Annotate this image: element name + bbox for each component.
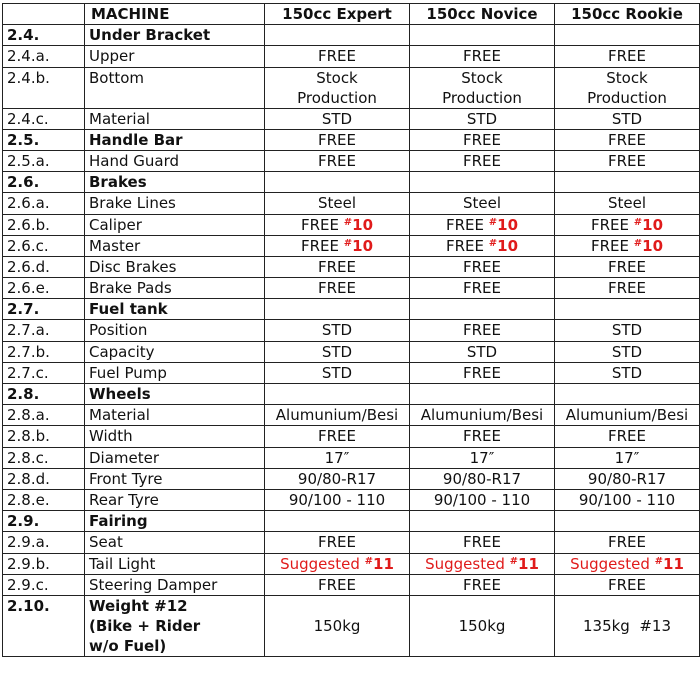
empty-cell [265,511,410,532]
value-line: Production [297,88,377,107]
row-label [85,595,265,656]
note-hash: # [509,555,519,567]
header-col-expert: 150cc Expert [265,4,410,25]
empty-cell [555,384,700,405]
value-expert: FREE [265,426,410,447]
value-novice: FREE [410,362,555,383]
note-hash: # [633,237,643,249]
row-number: 2.7. [3,299,85,320]
row-number: 2.5. [3,129,85,150]
value-rookie: FREE [555,150,700,171]
value-rookie [555,67,700,108]
header-num-cell [3,4,85,25]
spec-table [2,3,700,657]
value-text: FREE [300,236,339,255]
value-expert: FREE [265,574,410,595]
row-number: 2.8.e. [3,489,85,510]
table-row [3,214,700,235]
row-number: 2.7.b. [3,341,85,362]
value-novice: FREE [410,46,555,67]
note-hash: # [654,555,664,567]
empty-cell [265,25,410,46]
value-expert [265,553,410,574]
empty-cell [555,172,700,193]
row-number: 2.5.a. [3,150,85,171]
note-hash: # [488,216,498,228]
header-col-novice: 150cc Novice [410,4,555,25]
table-row [3,150,700,171]
value-rookie: STD [555,320,700,341]
empty-cell [555,299,700,320]
value-expert [265,214,410,235]
table-row [3,67,700,108]
row-label: Diameter [85,447,265,468]
table-row [3,235,700,256]
note-ref: 10 [497,236,519,255]
value-rookie: FREE [555,426,700,447]
value-novice: FREE [410,256,555,277]
value-novice [410,214,555,235]
value-line: Stock [461,68,503,87]
table-row [3,405,700,426]
row-label: Fuel Pump [85,362,265,383]
value-expert: 90/100 - 110 [265,489,410,510]
row-label: Fuel tank [85,299,265,320]
row-number: 2.4. [3,25,85,46]
value-novice: 150kg [410,595,555,656]
row-number: 2.8.a. [3,405,85,426]
value-expert: Alumunium/Besi [265,405,410,426]
row-label: Material [85,108,265,129]
note-ref: 11 [373,554,394,573]
value-text: FREE [590,215,629,234]
value-novice: STD [410,341,555,362]
table-row [3,256,700,277]
value-rookie: FREE [555,46,700,67]
row-label: Brake Lines [85,193,265,214]
note-hash: # [343,216,353,228]
empty-cell [265,299,410,320]
empty-cell [410,172,555,193]
value-novice: FREE [410,320,555,341]
value-rookie: FREE [555,256,700,277]
value-expert: FREE [265,46,410,67]
value-expert: STD [265,320,410,341]
row-label: Front Tyre [85,468,265,489]
row-number: 2.6.a. [3,193,85,214]
table-row [3,553,700,574]
table-row [3,320,700,341]
row-number: 2.8.b. [3,426,85,447]
section-row-weight [3,595,700,656]
value-novice: FREE [410,150,555,171]
value-expert: 150kg [265,595,410,656]
row-number: 2.8.c. [3,447,85,468]
value-novice [410,235,555,256]
table-row [3,193,700,214]
row-label: Material [85,405,265,426]
value-line: Stock [606,68,648,87]
row-label: Handle Bar [85,129,265,150]
value-text: FREE [445,236,484,255]
row-number: 2.6.c. [3,235,85,256]
value-expert: FREE [265,532,410,553]
empty-cell [410,25,555,46]
value-text: Suggested [280,554,360,573]
value-novice: Steel [410,193,555,214]
table-row [3,489,700,510]
value-rookie [555,235,700,256]
value-rookie: FREE [555,574,700,595]
empty-cell [555,511,700,532]
row-label: Hand Guard [85,150,265,171]
row-label: Bottom [85,67,265,108]
note-ref: 10 [642,236,664,255]
empty-cell [265,384,410,405]
value-expert: 90/80-R17 [265,468,410,489]
value-novice [410,67,555,108]
row-number: 2.6.d. [3,256,85,277]
value-rookie: STD [555,362,700,383]
section-row [3,384,700,405]
value-text: FREE [300,215,339,234]
value-line: Production [587,88,667,107]
row-label: Rear Tyre [85,489,265,510]
header-row [3,4,700,25]
value-line: Production [442,88,522,107]
row-number: 2.6.b. [3,214,85,235]
row-label: Brakes [85,172,265,193]
value-text: Suggested [425,554,505,573]
row-number: 2.9.a. [3,532,85,553]
row-number: 2.8.d. [3,468,85,489]
row-number: 2.7.c. [3,362,85,383]
value-expert: STD [265,341,410,362]
value-novice [410,553,555,574]
section-row [3,172,700,193]
table-row [3,426,700,447]
value-novice: FREE [410,426,555,447]
value-novice: 90/100 - 110 [410,489,555,510]
value-rookie: 90/100 - 110 [555,489,700,510]
empty-cell [410,511,555,532]
row-number: 2.8. [3,384,85,405]
note-ref: 10 [352,236,374,255]
value-rookie: 17″ [555,447,700,468]
row-label: Caliper [85,214,265,235]
row-label: Brake Pads [85,278,265,299]
table-row [3,46,700,67]
empty-cell [410,384,555,405]
value-line: Stock [316,68,358,87]
row-number: 2.4.c. [3,108,85,129]
value-expert [265,67,410,108]
value-expert: FREE [265,256,410,277]
row-label: Tail Light [85,553,265,574]
row-number: 2.10. [3,595,85,656]
row-label: Position [85,320,265,341]
note-ref: 10 [352,215,374,234]
value-text: Suggested [570,554,650,573]
value-novice: FREE [410,574,555,595]
value-rookie: FREE [555,129,700,150]
table-row [3,341,700,362]
row-number: 2.7.a. [3,320,85,341]
value-rookie: 90/80-R17 [555,468,700,489]
section-row [3,25,700,46]
header-col-rookie: 150cc Rookie [555,4,700,25]
note-hash: # [343,237,353,249]
value-rookie [555,214,700,235]
note-ref: 10 [497,215,519,234]
note-ref: 11 [663,554,684,573]
table-row [3,574,700,595]
value-rookie: STD [555,341,700,362]
label-line: Weight #12 [89,596,188,615]
row-number: 2.4.a. [3,46,85,67]
table-row [3,362,700,383]
value-expert: FREE [265,278,410,299]
row-label: Width [85,426,265,447]
value-novice: FREE [410,532,555,553]
value-expert: STD [265,108,410,129]
header-machine: MACHINE [85,4,265,25]
row-label: Fairing [85,511,265,532]
value-novice: FREE [410,129,555,150]
note-hash: # [633,216,643,228]
table-row [3,108,700,129]
row-number: 2.9. [3,511,85,532]
row-label: Capacity [85,341,265,362]
row-label: Wheels [85,384,265,405]
value-rookie: STD [555,108,700,129]
value-rookie [555,553,700,574]
value-novice: FREE [410,278,555,299]
row-number: 2.9.b. [3,553,85,574]
value-rookie: FREE [555,278,700,299]
value-rookie: 135kg #13 [555,595,700,656]
value-novice: Alumunium/Besi [410,405,555,426]
row-label: Disc Brakes [85,256,265,277]
value-expert: FREE [265,150,410,171]
section-row [3,299,700,320]
value-rookie: FREE [555,532,700,553]
table-row [3,532,700,553]
row-label: Upper [85,46,265,67]
value-expert: 17″ [265,447,410,468]
section-row [3,129,700,150]
value-expert: FREE [265,129,410,150]
section-row [3,511,700,532]
table-row [3,447,700,468]
value-text: FREE [445,215,484,234]
row-label: Under Bracket [85,25,265,46]
empty-cell [410,299,555,320]
value-rookie: Alumunium/Besi [555,405,700,426]
table-row [3,468,700,489]
note-hash: # [364,555,374,567]
value-expert: Steel [265,193,410,214]
label-line: (Bike + Rider [89,616,201,635]
value-text: FREE [590,236,629,255]
label-line: w/o Fuel) [89,636,167,655]
note-ref: 10 [642,215,664,234]
row-label: Master [85,235,265,256]
value-novice: 17″ [410,447,555,468]
row-number: 2.4.b. [3,67,85,108]
note-ref: 11 [518,554,539,573]
row-number: 2.6.e. [3,278,85,299]
table-row [3,278,700,299]
value-expert: STD [265,362,410,383]
value-novice: 90/80-R17 [410,468,555,489]
empty-cell [555,25,700,46]
value-rookie: Steel [555,193,700,214]
note-hash: # [488,237,498,249]
row-number: 2.9.c. [3,574,85,595]
empty-cell [265,172,410,193]
row-number: 2.6. [3,172,85,193]
value-expert [265,235,410,256]
row-label: Seat [85,532,265,553]
row-label: Steering Damper [85,574,265,595]
value-novice: STD [410,108,555,129]
